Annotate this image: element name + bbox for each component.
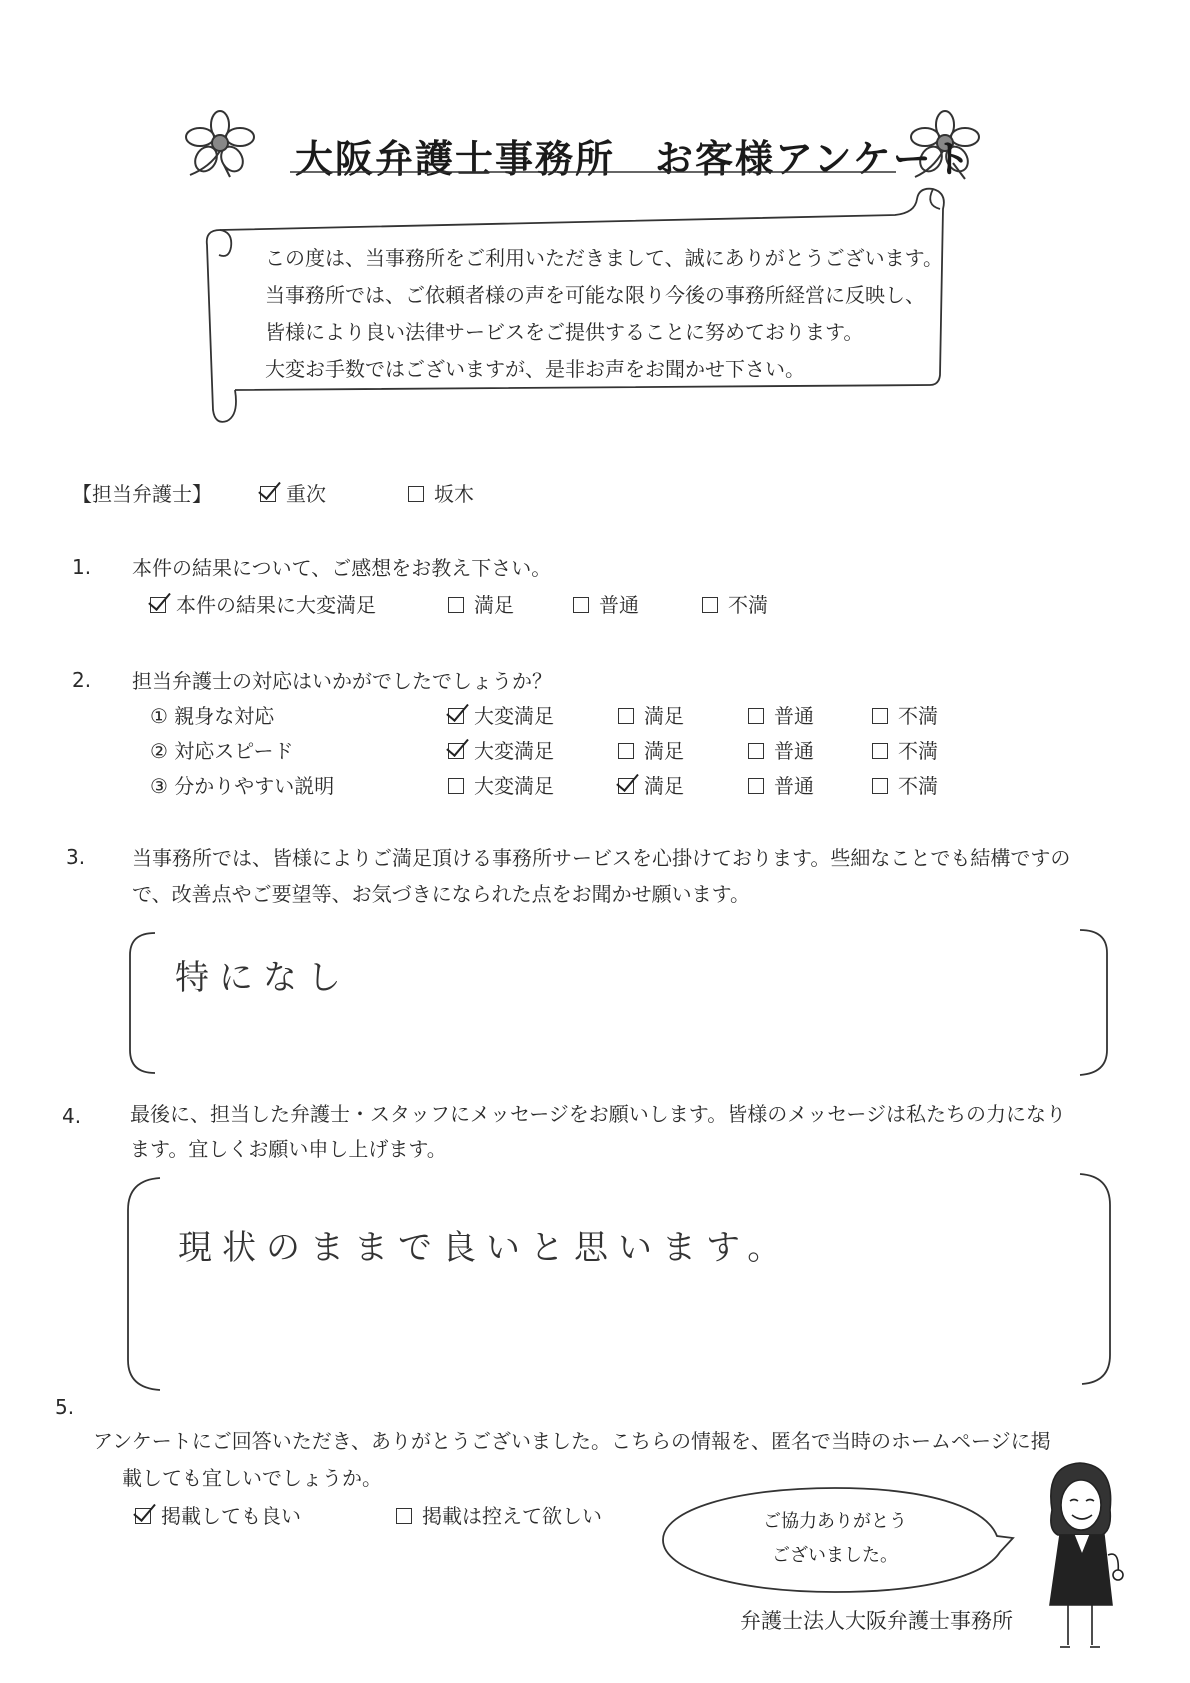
option-label: 不満 <box>898 704 938 728</box>
q4-question-line2: ます。宜しくお願い申し上げます。 <box>130 1137 447 1161</box>
checkbox[interactable] <box>872 708 888 724</box>
q3-question-line1: 当事務所では、皆様によりご満足頂ける事務所サービスを心掛けております。些細なことでも結構ですの <box>132 846 1071 870</box>
q3-answer[interactable]: 特になし <box>175 958 351 998</box>
option-label: 不満 <box>898 739 938 763</box>
q5-option[interactable] <box>396 1500 602 1529</box>
q3-number: 3. <box>66 845 86 869</box>
intro-line: 皆様により良い法律サービスをご提供することに努めております。 <box>265 320 864 344</box>
q1-option[interactable] <box>448 589 514 618</box>
q1-option[interactable] <box>150 589 376 618</box>
option-label: 大変満足 <box>474 739 554 763</box>
option-label: 普通 <box>774 704 814 728</box>
option-label: 大変満足 <box>474 774 554 798</box>
option-label: 掲載しても良い <box>161 1504 301 1528</box>
q2-option[interactable] <box>448 700 554 729</box>
intro-line: 大変お手数ではございますが、是非お声をお聞かせ下さい。 <box>265 357 805 381</box>
option-label: 掲載は控えて欲しい <box>422 1504 602 1528</box>
staff-illustration-icon <box>1030 1455 1130 1655</box>
q1-option[interactable] <box>573 589 639 618</box>
q4-number: 4. <box>62 1104 82 1128</box>
q2-option[interactable] <box>618 735 684 764</box>
q2-option[interactable] <box>618 700 684 729</box>
checkbox[interactable] <box>748 778 764 794</box>
q2-option[interactable] <box>748 700 814 729</box>
lawyer-option-sakaki[interactable] <box>408 478 474 507</box>
q1-question: 本件の結果について、ご感想をお教え下さい。 <box>132 556 552 580</box>
option-label: 普通 <box>774 739 814 763</box>
title-survey: お客様アンケート <box>655 137 973 181</box>
intro-line: 当事務所では、ご依頼者様の声を可能な限り今後の事務所経営に反映し、 <box>265 283 925 307</box>
q5-number: 5. <box>55 1395 75 1419</box>
q2-option[interactable] <box>618 770 684 799</box>
q4-question-line1: 最後に、担当した弁護士・スタッフにメッセージをお願いします。皆様のメッセージは私たちの力になり <box>130 1102 1066 1126</box>
checkbox-checked[interactable] <box>135 1508 151 1524</box>
q4-answer[interactable]: 現状のままで良いと思います。 <box>178 1228 792 1268</box>
checkbox[interactable] <box>872 778 888 794</box>
checkbox-checked[interactable] <box>260 486 276 502</box>
intro-line: この度は、当事務所をご利用いただきまして、誠にありがとうございます。 <box>265 246 943 270</box>
q2-option[interactable] <box>872 770 938 799</box>
option-label: 満足 <box>474 593 514 617</box>
q4-answer-bracket <box>120 1170 1120 1395</box>
q2-option[interactable] <box>872 735 938 764</box>
title-office: 大阪弁護士事務所 <box>295 137 616 181</box>
bubble-line: ございました。 <box>772 1545 898 1566</box>
q2-number: 2. <box>72 668 92 692</box>
checkbox-checked[interactable] <box>150 597 166 613</box>
checkbox[interactable] <box>748 743 764 759</box>
option-label: 普通 <box>774 774 814 798</box>
q2-option[interactable] <box>448 770 554 799</box>
q2-question: 担当弁護士の対応はいかがでしたでしょうか？ <box>132 669 552 693</box>
option-label: 大変満足 <box>474 704 554 728</box>
option-label: 本件の結果に大変満足 <box>176 593 376 617</box>
q2-row-label: ③ 分かりやすい説明 <box>150 774 335 798</box>
option-label: 不満 <box>728 593 768 617</box>
q1-option[interactable] <box>702 589 768 618</box>
checkbox[interactable] <box>702 597 718 613</box>
bubble-text <box>740 1505 930 1573</box>
checkbox[interactable] <box>872 743 888 759</box>
option-label: 坂木 <box>434 482 474 506</box>
footer-signature: 弁護士法人大阪弁護士事務所 <box>740 1609 1013 1633</box>
title-underline <box>290 168 900 176</box>
bubble-line: ご協力ありがとう <box>763 1511 907 1532</box>
checkbox[interactable] <box>618 708 634 724</box>
q2-option[interactable] <box>748 770 814 799</box>
flower-left-icon <box>180 105 260 185</box>
checkbox-checked[interactable] <box>618 778 634 794</box>
q3-answer-bracket <box>125 925 1115 1080</box>
checkbox[interactable] <box>448 597 464 613</box>
q1-number: 1. <box>72 555 92 579</box>
q2-row-label: ① 親身な対応 <box>150 704 275 728</box>
option-label: 満足 <box>644 739 684 763</box>
checkbox[interactable] <box>396 1508 412 1524</box>
checkbox[interactable] <box>573 597 589 613</box>
checkbox-checked[interactable] <box>448 743 464 759</box>
option-label: 普通 <box>599 593 639 617</box>
checkbox[interactable] <box>618 743 634 759</box>
q3-question-line2: で、改善点やご要望等、お気づきになられた点をお聞かせ願います。 <box>132 882 750 906</box>
checkbox[interactable] <box>408 486 424 502</box>
q2-option[interactable] <box>872 700 938 729</box>
q5-option[interactable] <box>135 1500 301 1529</box>
option-label: 重次 <box>286 482 326 506</box>
q5-question-line1: アンケートにご回答いただき、ありがとうございました。こちらの情報を、匿名で当時のホームページに掲 <box>93 1429 1051 1453</box>
q2-row-label: ② 対応スピード <box>150 739 294 763</box>
option-label: 満足 <box>644 774 684 798</box>
checkbox[interactable] <box>748 708 764 724</box>
option-label: 不満 <box>898 774 938 798</box>
q2-option[interactable] <box>748 735 814 764</box>
lawyer-option-shigetsugu[interactable] <box>260 478 326 507</box>
checkbox-checked[interactable] <box>448 708 464 724</box>
q5-question-line2: 載しても宜しいでしょうか。 <box>122 1466 382 1490</box>
option-label: 満足 <box>644 704 684 728</box>
q2-option[interactable] <box>448 735 554 764</box>
lawyer-label: 【担当弁護士】 <box>72 482 212 506</box>
intro-text <box>265 240 943 388</box>
checkbox[interactable] <box>448 778 464 794</box>
